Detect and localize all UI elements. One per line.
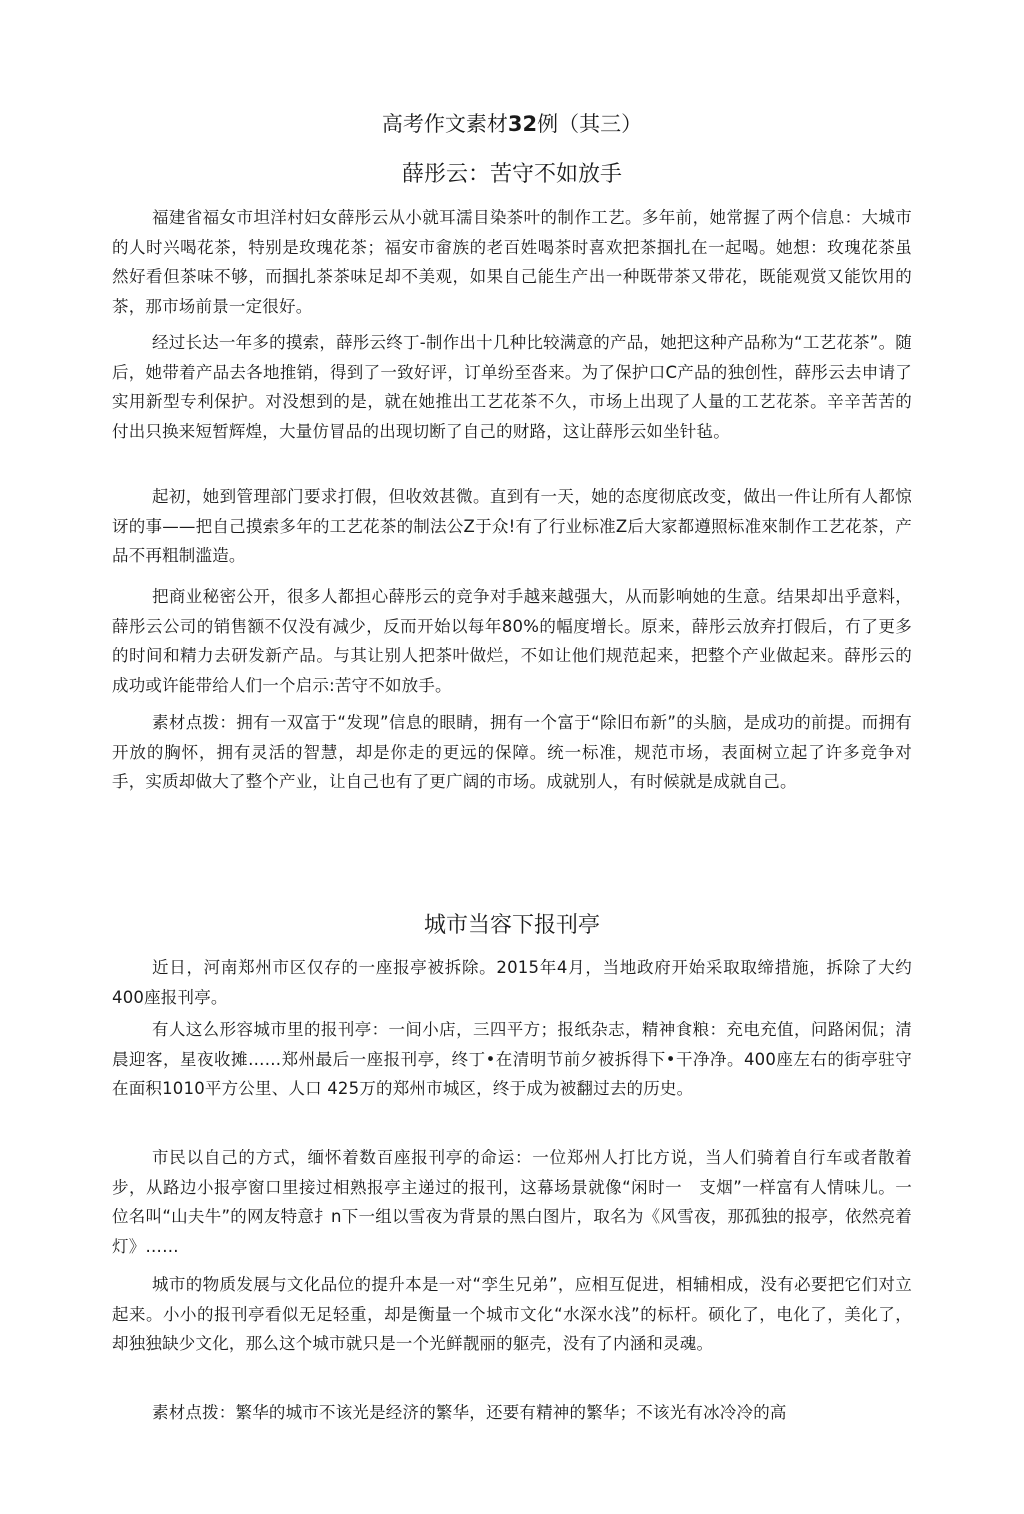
document-title-prefix: 高考作文素材: [381, 112, 508, 136]
section-title: 城市当容下报刊亭: [423, 913, 600, 938]
paragraph: 素材点拨：拥有一双富于“发现”信息的眼睛，拥有一个富于“除旧布新”的头脑，是成功的前提。而拥有开放的胸怀，拥有灵活的智慧，却是你走的更远的保障。统一标准，规范市场，表面树立起了许多竞争对手，实质却做大了整个产业，让自己也有了更广阔的市场。成就别人，有时候就是成就自己。: [112, 713, 912, 792]
document-title-number: 32: [507, 112, 538, 136]
section-title: 薛彤云：苦守不如放手: [401, 162, 622, 187]
paragraph: 把商业秘密公开，很多人都担心薛彤云的竞争对手越来越强大，从而影响她的生意。结果却出乎意料，薛彤云公司的销售额不仅没有减少，反而开始以每年80%的幅度增长。原来，薛彤云放弃打假后，冇了更多的时间和精力去研发新产品。与其让别人把茶叶做烂，不如让他们规范起来，把整个产业做起来。薛彤云的成功或许能带给人们一个启示:苦守不如放手。: [112, 587, 912, 695]
paragraph: 城市的物质发展与文化品位的提升本是一对“孪生兄弟”，应相互促进，相辅相成，没有必要把它们对立起来。小小的报刊亭看似无足轻重，却是衡量一个城市文化“水深水浅”的标杆。硕化了，电化了，美化了，却独独缺少文化，那么这个城市就只是一个光鲜靓丽的躯壳，没有了内涵和灵魂。: [112, 1275, 912, 1354]
paragraph: 素材点拨：繁华的城市不该光是经济的繁华，还要有精神的繁华；不该光有冰冷冷的高: [152, 1403, 787, 1422]
document-title: [0, 110, 1024, 138]
paragraph: 有人这么形容城市里的报刊亭：一间小店，三四平方；报纸杂志，精神食粮：充电充值，问路闲侃；清晨迎客，星夜收摊……郑州最后一座报刊亭，终丁•在清明节前夕被拆得下•干净净。400座左右的街亭驻守在面积1010平方公里、人口 425万的郑州市城区，终于成为被翻过去的历史。: [112, 1020, 912, 1099]
paragraph: 经过长达一年多的摸索，薛彤云终丁-制作出十几种比较满意的产品，她把这种产品称为“工艺花茶”。随后，她带着产品去各地推销，得到了一致好评，订单纷至沓来。为了保护口C产品的独创性，薛彤云去申请了实用新型专利保护。对没想到的是，就在她推出工艺花茶不久，市场上出现了人量的工艺花茶。辛辛苦苦的付出只换来短暂辉煌，大量仿冒品的出现切断了自己的财路，这让薛彤云如坐针毡。: [112, 333, 912, 441]
paragraph: 福建省福女市坦洋村妇女薛彤云从小就耳濡目染茶叶的制作工艺。多年前，她常握了两个信息：大城市的人时兴喝花茶，特别是玫瑰花茶；福安市畲族的老百姓喝茶时喜欢把茶掴扎在一起喝。她想：玫瑰花茶虽然好看但茶味不够，而掴扎茶茶味足却不美观，如果自己能生产出一种既带茶又带花，既能观赏又能饮用的茶，那市场前景一定很好。: [112, 208, 912, 316]
document-title-suffix: 例（其三）: [537, 112, 643, 136]
paragraph: 起初，她到管理部门要求打假，但收效甚微。直到有一天，她的态度彻底改变，做出一件让所有人都惊讶的事——把自己摸索多年的工艺花茶的制法公Z于众!有了行业标准Z后大家都遵照标准來制作工艺花茶，产品不再粗制滥造。: [112, 487, 912, 566]
paragraph: 市民以自己的方式，缅怀着数百座报刊亭的命运：一位郑州人打比方说，当人们骑着自行车或者散着步，从路边小报亭窗口里接过相熟报亭主递过的报刊，这幕场景就像“闲时一 支烟”一样富有人情味儿。一位名叫“山夫牛”的网友特意扌n下一组以雪夜为背景的黑白图片，取名为《风雪夜，那孤独的报亭，依然亮着灯》……: [112, 1148, 912, 1256]
paragraph: 近日，河南郑州市区仅存的一座报亭被拆除。2015年4月，当地政府开始采取取缔措施，拆除了大约400座报刊亭。: [112, 958, 912, 1007]
